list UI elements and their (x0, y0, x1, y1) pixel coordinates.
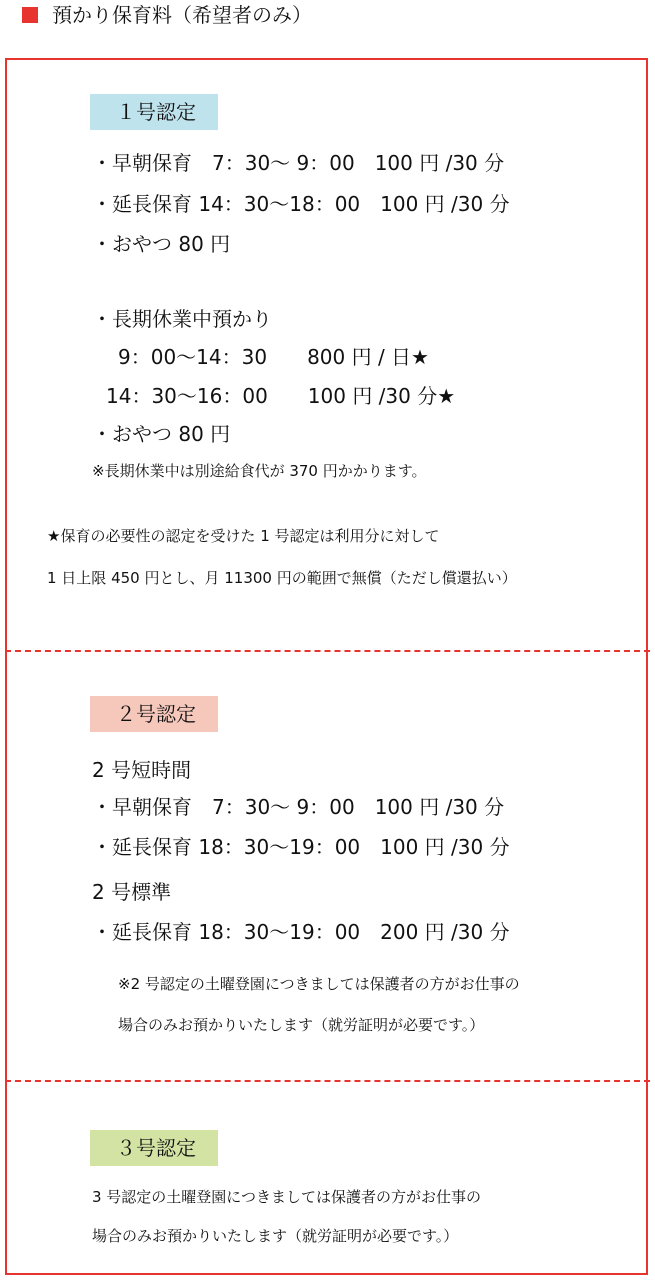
section1-badge: １号認定 (90, 94, 218, 130)
section-divider-1 (5, 650, 650, 652)
standard-extended-care-row: ・延長保育 18：30～19：00 200 円 /30 分 (92, 920, 510, 944)
long-holiday-row-1: 9：00～14：30 800 円 / 日★ (118, 345, 429, 369)
long-holiday-row-2: 14：30～16：00 100 円 /30 分★ (106, 384, 456, 408)
section3-text-line-2: 場合のみお預かりいたします（就労証明が必要です。） (92, 1227, 459, 1245)
early-care-row: ・早朝保育 7：30～ 9：00 100 円 /30 分 (92, 151, 505, 175)
snack-row: ・おやつ 80 円 (92, 232, 231, 256)
section2-badge: ２号認定 (90, 696, 218, 732)
saturday-note-line-2: 場合のみお預かりいたします（就労証明が必要です。） (118, 1016, 485, 1034)
free-note-line-1: ★保育の必要性の認定を受けた 1 号認定は利用分に対して (47, 527, 440, 545)
section3-badge: ３号認定 (90, 1130, 218, 1166)
page-title: 預かり保育料（希望者のみ） (52, 3, 312, 27)
section-divider-2 (5, 1080, 650, 1082)
red-square-icon (22, 7, 38, 23)
short-time-title: 2 号短時間 (92, 758, 192, 782)
snack-row-2: ・おやつ 80 円 (92, 422, 231, 446)
short-extended-care-row: ・延長保育 18：30～19：00 100 円 /30 分 (92, 835, 510, 859)
page-header (0, 0, 655, 40)
free-note-line-2: 1 日上限 450 円とし、月 11300 円の範囲で無償（ただし償還払い） (47, 569, 517, 587)
lunch-note: ※長期休業中は別途給食代が 370 円かかります。 (92, 462, 427, 480)
long-holiday-title: ・長期休業中預かり (92, 307, 272, 331)
extended-care-row: ・延長保育 14：30～18：00 100 円 /30 分 (92, 192, 510, 216)
standard-title: 2 号標準 (92, 880, 172, 904)
saturday-note-line-1: ※2 号認定の土曜登園につきましては保護者の方がお仕事の (118, 975, 520, 993)
short-early-care-row: ・早朝保育 7：30～ 9：00 100 円 /30 分 (92, 795, 505, 819)
section3-text-line-1: 3 号認定の土曜登園につきましては保護者の方がお仕事の (92, 1188, 482, 1206)
